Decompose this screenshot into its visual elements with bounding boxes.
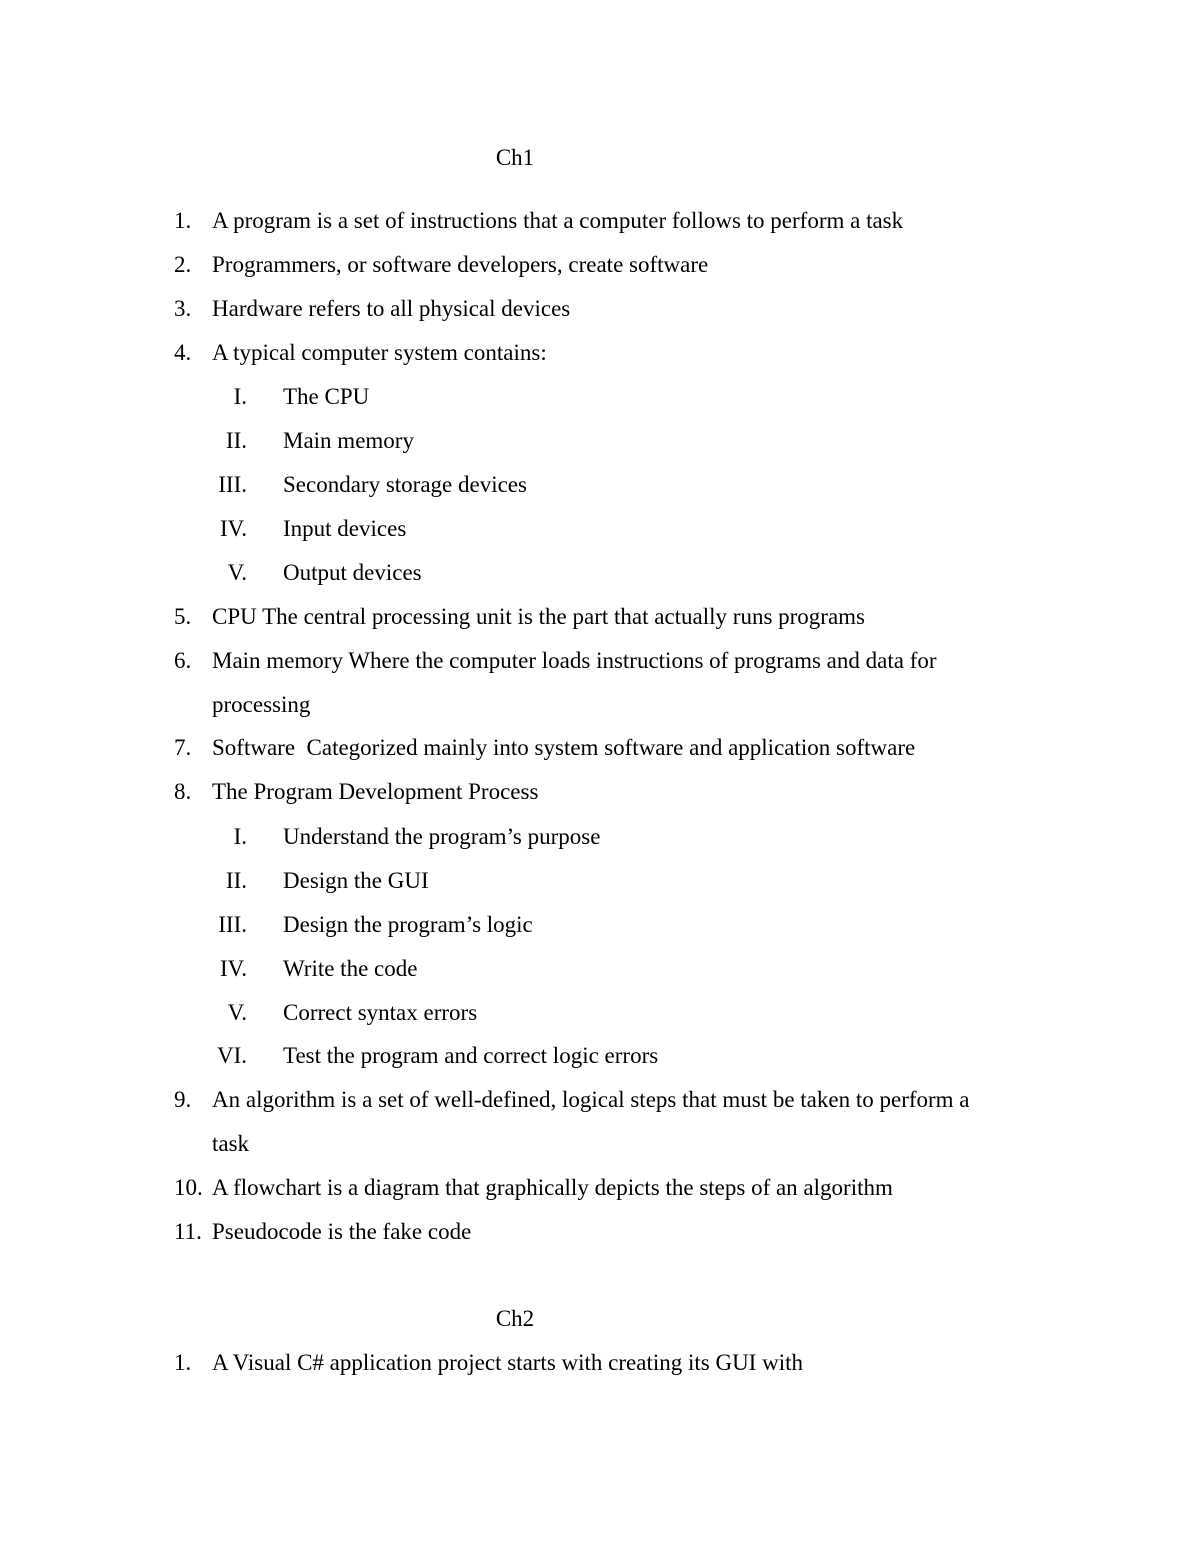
item-text: The Program Development Process (212, 779, 539, 804)
chapter-2-heading: Ch2 (495, 1306, 535, 1331)
sub-item-number: I. (233, 384, 247, 409)
sub-item-number: III. (218, 912, 247, 937)
sub-item-text: Design the program’s logic (283, 912, 533, 937)
sub-item-number: V. (227, 560, 247, 585)
item-text: Pseudocode is the fake code (212, 1219, 472, 1244)
item-number: 9. (174, 1087, 192, 1112)
item-number: 10. (174, 1175, 203, 1200)
item-number: 2. (174, 252, 192, 277)
item-text: Programmers, or software developers, create software (212, 252, 709, 277)
item-text: Main memory Where the computer loads instructions of programs and data for (212, 648, 937, 673)
sub-item-number: V. (227, 1000, 247, 1025)
item-text: Software Categorized mainly into system software and application software (212, 735, 916, 760)
sub-item-number: IV. (219, 956, 247, 981)
chapter-1-heading: Ch1 (495, 145, 535, 170)
sub-item-text: Test the program and correct logic errors (283, 1043, 659, 1068)
item-number: 1. (174, 1350, 192, 1375)
sub-item-number: IV. (219, 516, 247, 541)
sub-item-text: Secondary storage devices (283, 472, 527, 497)
sub-item-text: Output devices (283, 560, 422, 585)
item-number: 3. (174, 296, 192, 321)
item-number: 11. (174, 1219, 202, 1244)
item-text: Hardware refers to all physical devices (212, 296, 571, 321)
sub-item-number: VI. (216, 1043, 247, 1068)
item-text: A typical computer system contains: (212, 340, 547, 365)
sub-item-number: I. (233, 824, 247, 849)
item-text: A program is a set of instructions that a computer follows to perform a task (212, 208, 904, 233)
item-text: A flowchart is a diagram that graphically depicts the steps of an algorithm (212, 1175, 893, 1200)
item-text-continuation: task (212, 1131, 250, 1156)
sub-item-number: II. (225, 428, 247, 453)
sub-item-text: Write the code (283, 956, 418, 981)
item-number: 4. (174, 340, 192, 365)
sub-item-text: The CPU (283, 384, 370, 409)
item-number: 7. (174, 735, 192, 760)
sub-item-text: Main memory (283, 428, 414, 453)
item-number: 8. (174, 779, 192, 804)
sub-item-text: Understand the program’s purpose (283, 824, 601, 849)
sub-item-number: II. (225, 868, 247, 893)
item-number: 5. (174, 604, 192, 629)
item-number: 6. (174, 648, 192, 673)
item-text-continuation: processing (212, 692, 311, 717)
item-text: CPU The central processing unit is the part that actually runs programs (212, 604, 866, 629)
item-text: A Visual C# application project starts with creating its GUI with (212, 1350, 803, 1375)
sub-item-text: Input devices (283, 516, 407, 541)
sub-item-text: Design the GUI (283, 868, 429, 893)
sub-item-text: Correct syntax errors (283, 1000, 478, 1025)
sub-item-number: III. (218, 472, 247, 497)
item-number: 1. (174, 208, 192, 233)
item-text: An algorithm is a set of well-defined, logical steps that must be taken to perform a (212, 1087, 970, 1112)
